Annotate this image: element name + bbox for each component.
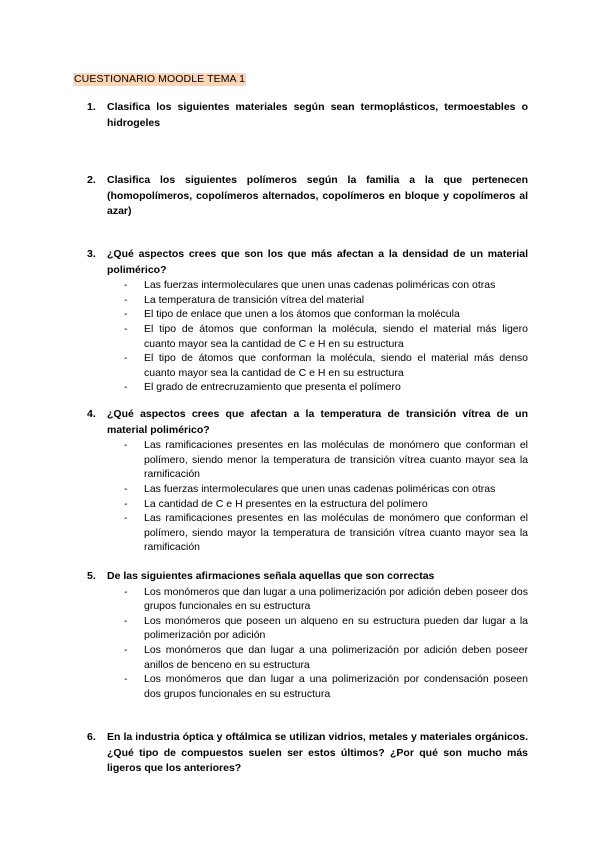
question-number: 5. [87,570,96,582]
question-heading [87,247,528,278]
option-list [124,585,528,702]
bullet-dash: - [124,308,128,321]
page-title: CUESTIONARIO MOODLE TEMA 1 [74,73,246,85]
list-item [124,585,528,614]
question-heading [87,100,528,131]
list-item [124,511,528,555]
bullet-dash: - [124,279,128,292]
option-text: Las ramificaciones presentes en las moléculas de monómero que conforman el polímero, siendo menor la temperatura de transición vítrea cuanto mayor sea la ramificación [144,439,528,481]
question-number: 4. [87,408,96,420]
option-text: El grado de entrecruzamiento que presenta el polímero [144,381,401,394]
option-text: El tipo de enlace que unen a los átomos que conforman la molécula [144,308,460,321]
option-text: La temperatura de transición vítrea del material [144,293,365,306]
list-item [124,307,528,322]
question-4 [87,407,528,555]
bullet-dash: - [124,381,128,394]
bullet-dash: - [124,643,128,656]
option-text: Los monómeros que dan lugar a una polimerización por adición deben poseer anillos de benceno en su estructura [144,643,528,671]
option-list [124,438,528,555]
question-text: Clasifica los siguientes materiales según sean termoplásticos, termoestables o hidrogeles [107,101,528,129]
question-number: 2. [87,174,96,186]
question-heading [87,407,528,438]
question-number: 3. [87,248,96,260]
option-text: La cantidad de C e H presentes en la estructura del polímero [144,497,428,510]
bullet-dash: - [124,352,128,365]
option-text: Los monómeros que dan lugar a una polimerización por condensación poseen dos grupos funcionales en su estructura [144,673,528,700]
question-number: 1. [87,101,96,113]
question-text: ¿Qué aspectos crees que son los que más afectan a la densidad de un material polimérico? [107,248,528,276]
bullet-dash: - [124,293,128,306]
list-item [124,380,528,395]
option-text: El tipo de átomos que conforman la molécula, siendo el material más ligero cuanto mayor sea la cantidad de C e H en su estructura [144,322,528,350]
option-text: Los monómeros que dan lugar a una polimerización por adición deben poseer dos grupos funcionales en su estructura [144,585,528,613]
list-item [124,438,528,482]
question-number: 6. [87,731,96,743]
option-text: El tipo de átomos que conforman la molécula, siendo el material más denso cuanto mayor sea la cantidad de C e H en su estructura [144,352,528,379]
bullet-dash: - [124,614,128,627]
question-heading [87,730,528,777]
bullet-dash: - [124,439,128,452]
list-item [124,322,528,351]
bullet-dash: - [124,322,128,335]
list-item [124,482,528,497]
list-item [124,278,528,293]
question-text: ¿Qué aspectos crees que afectan a la temperatura de transición vítrea de un material polimérico? [107,408,528,436]
bullet-dash: - [124,512,128,525]
option-text: Las ramificaciones presentes en las moléculas de monómero que conforman el polímero, siendo mayor la temperatura de transición vítrea cuanto mayor sea la ramificación [144,512,528,554]
option-list [124,278,528,395]
question-heading [87,569,528,585]
question-3 [87,247,528,395]
option-text: Los monómeros que poseen un alqueno en su estructura pueden dar lugar a la polimerización por adición [144,614,528,642]
list-item [124,614,528,643]
bullet-dash: - [124,585,128,598]
list-item [124,672,528,701]
bullet-dash: - [124,497,128,510]
question-6 [87,730,528,777]
bullet-dash: - [124,673,128,686]
question-text: Clasifica los siguientes polímeros según la familia a la que pertenecen (homopolímeros, copolímeros alternados, copolímeros en bloque y copolímeros al azar) [107,174,528,218]
question-1 [87,100,528,131]
list-item [124,497,528,512]
list-item [124,293,528,308]
list-item [124,643,528,672]
question-5 [87,569,528,701]
option-text: Las fuerzas intermoleculares que unen unas cadenas poliméricas con otras [144,482,496,495]
question-text: En la industria óptica y oftálmica se utilizan vidrios, metales y materiales orgánicos. ¿Qué tipo de compuestos suelen ser estos últimos? ¿Por qué son mucho más ligeros que los anteriores? [107,731,528,775]
question-2 [87,173,528,220]
bullet-dash: - [124,482,128,495]
question-text: De las siguientes afirmaciones señala aquellas que son correctas [107,570,435,582]
question-heading [87,173,528,220]
list-item [124,351,528,380]
option-text: Las fuerzas intermoleculares que unen unas cadenas poliméricas con otras [144,279,496,292]
